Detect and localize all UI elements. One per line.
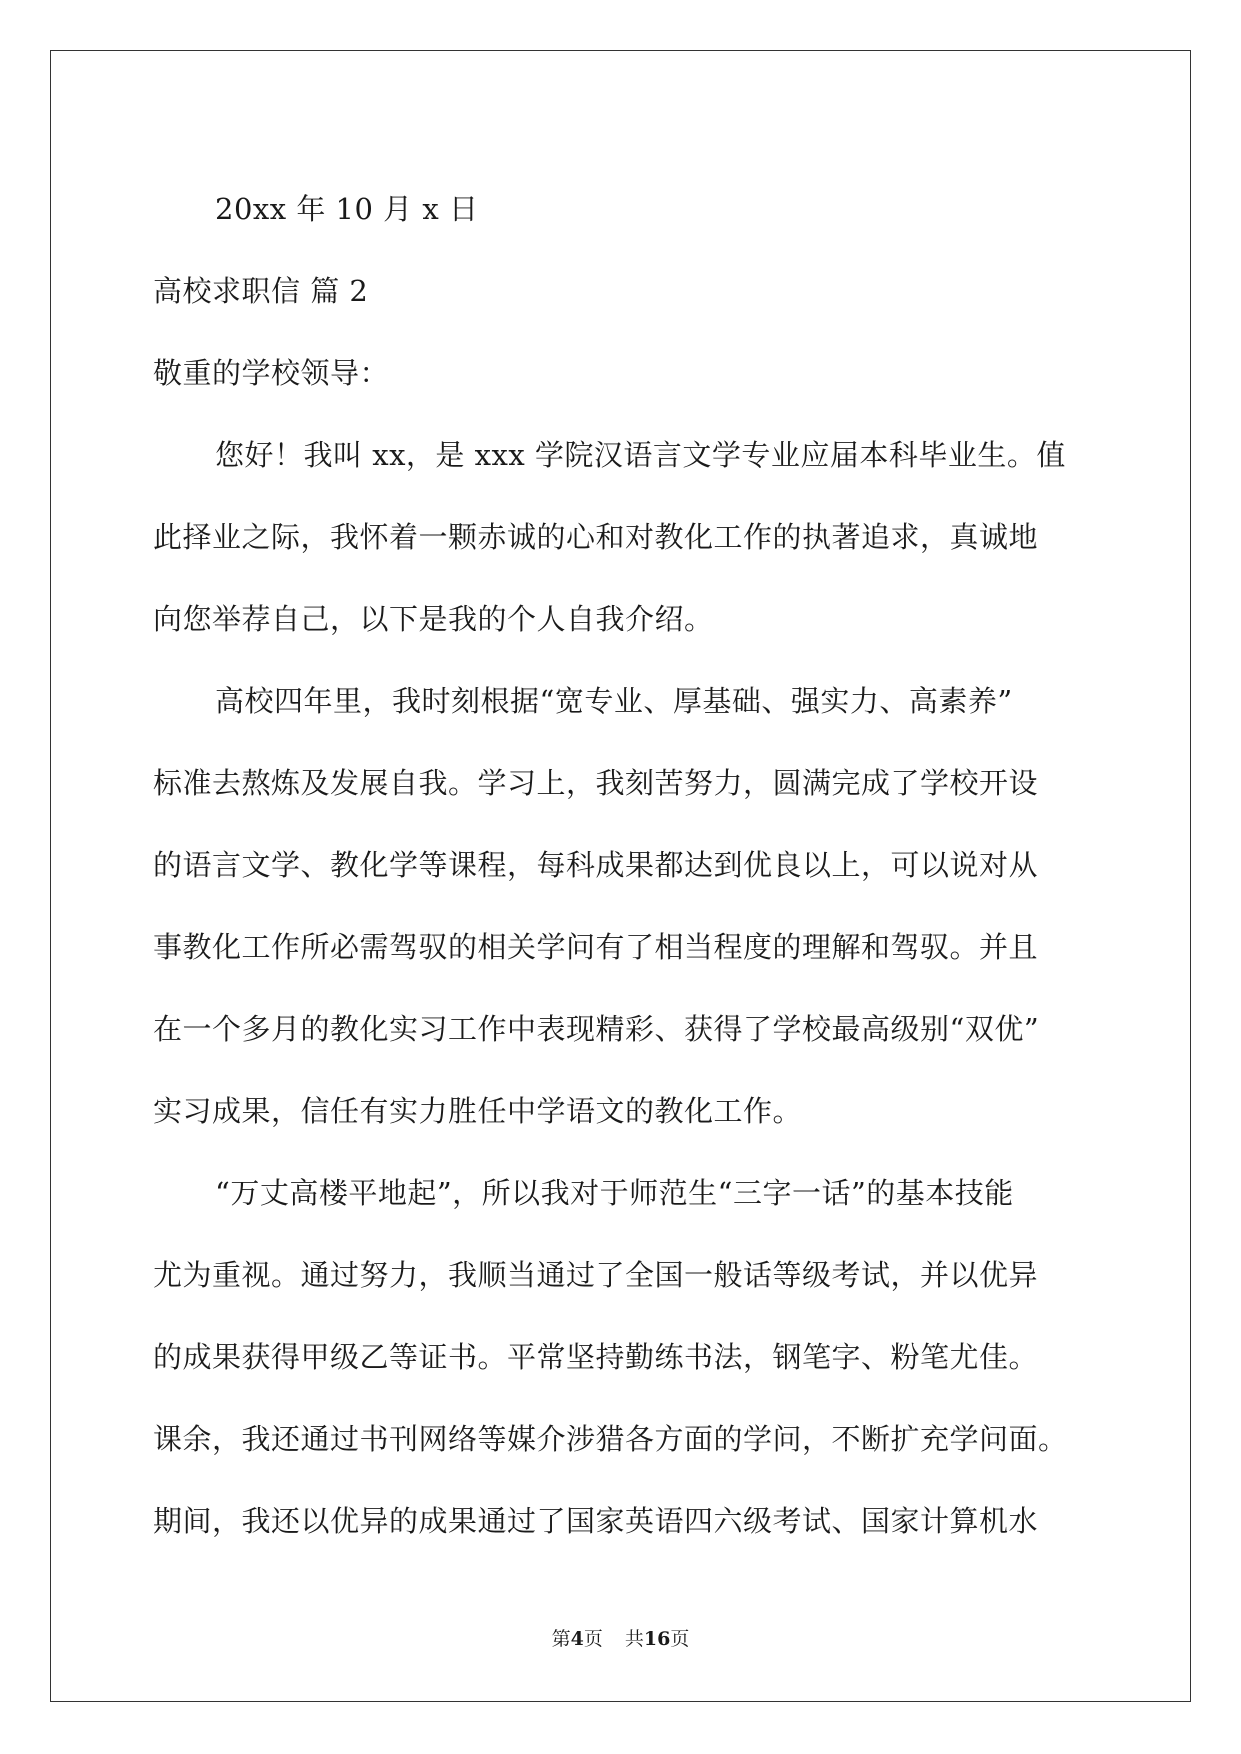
section-title: 高校求职信 篇 2 xyxy=(153,274,369,308)
paragraph-line: 您好！我叫 xx，是 xxx 学院汉语言文学专业应届本科毕业生。值 xyxy=(215,438,1066,472)
paragraph-line: 在一个多月的教化实习工作中表现精彩、获得了学校最高级别“双优” xyxy=(153,1012,1040,1046)
page-prefix: 第 xyxy=(551,1628,571,1650)
salutation: 敬重的学校领导： xyxy=(153,356,390,390)
page-number: 4 xyxy=(570,1628,584,1650)
paragraph-line: 的语言文学、教化学等课程，每科成果都达到优良以上，可以说对从 xyxy=(153,848,1039,882)
paragraph-line: 的成果获得甲级乙等证书。平常坚持勤练书法，钢笔字、粉笔尤佳。 xyxy=(153,1340,1039,1374)
paragraph-line: 高校四年里，我时刻根据“宽专业、厚基础、强实力、高素养” xyxy=(215,684,1013,718)
paragraph-line: 课余，我还通过书刊网络等媒介涉猎各方面的学问，不断扩充学问面。 xyxy=(153,1422,1068,1456)
paragraph-line: 尤为重视。通过努力，我顺当通过了全国一般话等级考试，并以优异 xyxy=(153,1258,1039,1292)
paragraph-line: 实习成果，信任有实力胜任中学语文的教化工作。 xyxy=(153,1094,803,1128)
paragraph-line: 事教化工作所必需驾驭的相关学问有了相当程度的理解和驾驭。并且 xyxy=(153,930,1039,964)
paragraph-line: 此择业之际，我怀着一颗赤诚的心和对教化工作的执著追求，真诚地 xyxy=(153,520,1039,554)
date-line: 20xx 年 10 月 x 日 xyxy=(215,192,479,226)
page-footer xyxy=(0,1624,1241,1651)
total-unit: 页 xyxy=(670,1628,690,1650)
paragraph-line: “万丈高楼平地起”，所以我对于师范生“三字一话”的基本技能 xyxy=(215,1176,1014,1210)
total-pages: 16 xyxy=(643,1628,671,1650)
paragraph-line: 向您举荐自己，以下是我的个人自我介绍。 xyxy=(153,602,714,636)
paragraph-line: 标准去熬炼及发展自我。学习上，我刻苦努力，圆满完成了学校开设 xyxy=(153,766,1039,800)
paragraph-line: 期间，我还以优异的成果通过了国家英语四六级考试、国家计算机水 xyxy=(153,1504,1039,1538)
total-prefix: 共 xyxy=(624,1628,644,1650)
page-unit: 页 xyxy=(583,1628,603,1650)
document-body xyxy=(153,168,1093,1562)
